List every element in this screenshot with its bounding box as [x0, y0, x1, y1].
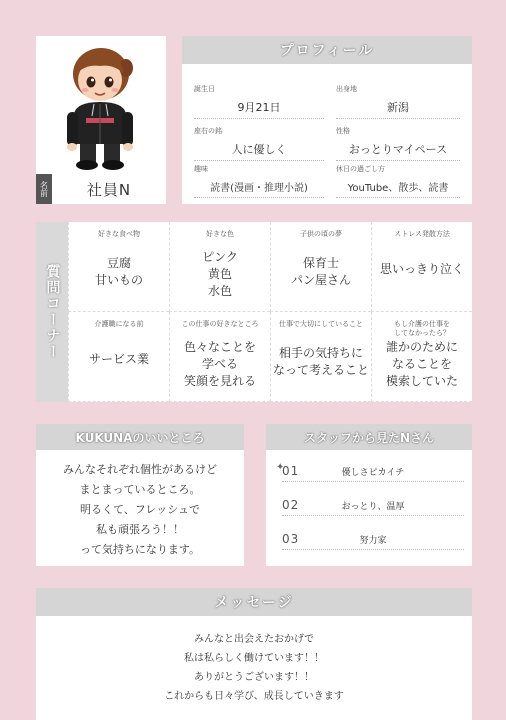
qa-answer: 豆腐 甘いもの: [94, 255, 143, 287]
qa-question: もし介護の仕事を してなかったら？: [394, 320, 450, 337]
field-value: YouTube、散歩、読書: [336, 179, 460, 198]
profile-field-birthday: [194, 84, 324, 119]
qa-cell: [270, 312, 371, 402]
qa-cell: [371, 222, 472, 312]
qa-answer: 思いっきり泣く: [379, 261, 464, 276]
avatar-illustration: [40, 40, 162, 172]
qa-header: [36, 222, 68, 402]
message-header: メッセージ: [36, 588, 472, 616]
qa-cell: [68, 312, 169, 402]
qa-cell: [371, 312, 472, 402]
qa-question: 好きな色: [206, 230, 234, 238]
staff-item-number: 01: [282, 464, 300, 478]
photo-card: [36, 36, 166, 204]
qa-answer: ピンク 黄色 水色: [202, 249, 238, 298]
profile-field-hobby: [194, 164, 324, 198]
qa-question: 介護職になる前: [94, 320, 144, 328]
field-label: 出身地: [336, 85, 357, 93]
field-value: 新潟: [336, 99, 460, 119]
qa-answer: 保育士 パン屋さん: [290, 255, 351, 287]
qa-cell: [169, 222, 270, 312]
qa-answer: 相手の気持ちに なって考えること: [272, 345, 369, 377]
staff-item-text: 優しさピカイチ: [341, 468, 405, 478]
qa-cell: [270, 222, 371, 312]
avatar: [40, 40, 162, 172]
qa-cell: [169, 312, 270, 402]
profile-card: [182, 36, 472, 204]
qa-question: 子供の頃の夢: [300, 230, 342, 238]
qa-answer: 色々なことを 学べる 笑顔を見れる: [183, 339, 256, 388]
kukuna-header: KUKUNAのいいところ: [36, 424, 244, 450]
profile-field-hometown: [336, 84, 460, 119]
field-label: 誕生日: [194, 85, 215, 93]
qa-question: 仕事で大切にしていること: [279, 320, 363, 328]
field-value: おっとりマイペース: [336, 141, 460, 161]
profile-header: プロフィール: [182, 36, 472, 64]
qa-question: ストレス発散方法: [394, 230, 450, 238]
qa-question: この仕事の好きなところ: [181, 320, 259, 328]
profile-field-personality: [336, 126, 460, 161]
field-value: 人に優しく: [194, 141, 324, 161]
staff-item: [282, 464, 464, 482]
name-tag-label: 名前: [39, 181, 49, 197]
qa-question: 好きな食べ物: [98, 230, 140, 238]
field-label: 趣味: [194, 165, 208, 173]
staff-item: [282, 532, 464, 550]
qa-answer: サービス業: [88, 351, 149, 366]
name-row: [36, 174, 166, 204]
staff-item-number: 02: [282, 498, 300, 512]
staff-card: [266, 424, 472, 566]
kukuna-text: みんなそれぞれ個性があるけど まとまっているところ。 明るくて、フレッシュで 私も頑張ろう！！ って気持ちになります。: [63, 463, 217, 556]
field-label: 座右の銘: [194, 127, 222, 135]
qa-cell: [68, 222, 169, 312]
field-value: 9月21日: [194, 99, 324, 119]
sparkle-icon: ✦: [276, 462, 285, 473]
name-tag: [36, 174, 52, 204]
profile-field-motto: [194, 126, 324, 161]
qa-header-label: 質問コーナー: [44, 264, 61, 360]
qa-card: [36, 222, 472, 402]
staff-item: [282, 498, 464, 516]
field-value: 読書(漫画・推理小説): [194, 179, 324, 198]
kukuna-card: [36, 424, 244, 566]
field-label: 休日の過ごし方: [336, 165, 385, 173]
profile-field-holiday: [336, 164, 460, 198]
field-label: 性格: [336, 127, 350, 135]
staff-item-text: 努力家: [359, 536, 387, 546]
message-card: [36, 588, 472, 720]
staff-item-number: 03: [282, 532, 300, 546]
qa-answer: 誰かのために なることを 模索していた: [385, 339, 458, 388]
message-text: みんなと出会えたおかげで 私は私らしく働けています！！ ありがとうございます！！ これからも日々学び、成長していきます: [164, 634, 344, 702]
employee-name: 社員N: [86, 180, 132, 199]
staff-item-text: おっとり、温厚: [341, 502, 405, 512]
staff-header: スタッフから見たNさん: [266, 424, 472, 450]
